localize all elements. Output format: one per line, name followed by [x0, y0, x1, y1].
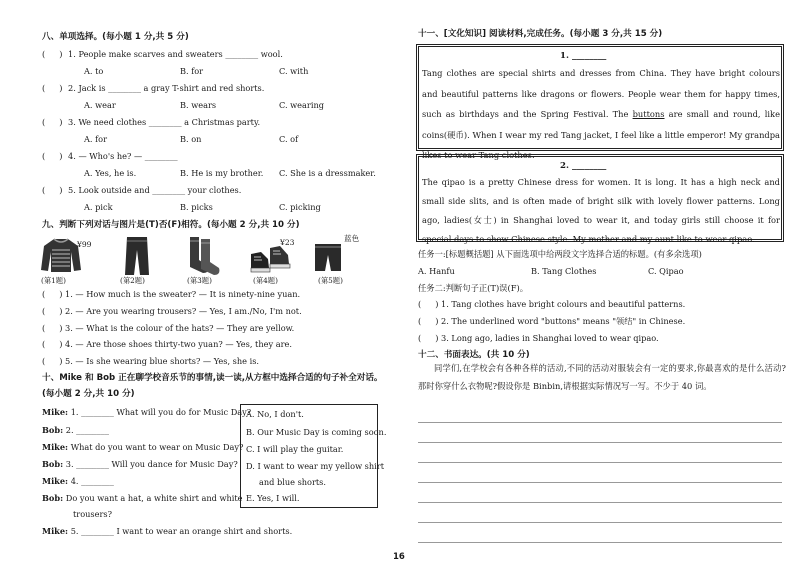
task1-option-a: A. Hanfu — [418, 266, 455, 276]
dialogue-line: trousers? — [73, 509, 112, 519]
section10-title: 十、Mike 和 Bob 正在聊学校音乐节的事情,读一读,从方框中选择合适的句子补全对话。 — [42, 373, 383, 383]
color-label: 蓝色 — [344, 234, 360, 243]
passage2-text: The qipao is a pretty Chinese dress for women. It is long. It has a high neck and small side slits, and is often made of bright silk with lovely flower patterns. Long ago, ladies(女士) in Shanghai loved to wear it, and today girls still choose it for special days to show Chinese style. My mother and my aunt like to wear qipao. — [422, 177, 780, 244]
picture-caption: (第2题) — [120, 276, 145, 285]
option-c: C. I will play the guitar. — [246, 444, 344, 454]
picture-caption: (第4题) — [253, 276, 278, 285]
price-label: ¥99 — [77, 240, 92, 249]
option-b: B. Our Music Day is coming soon. — [246, 427, 387, 437]
option-c: C. wearing — [279, 100, 324, 110]
option-d: D. I want to wear my yellow shirt — [246, 461, 384, 471]
trousers-icon — [124, 236, 150, 276]
task2-item: ( ) 1. Tang clothes have bright colours and beautiful patterns. — [418, 299, 686, 309]
question-row: ( ) 4. — Who's he? — ________ — [42, 151, 178, 161]
writing-line[interactable] — [418, 422, 782, 423]
dialogue-line: Mike: 1. ________ What will you do for Music Day? — [42, 407, 252, 417]
section8-title: 八、单项选择。(每小题 1 分,共 5 分) — [42, 32, 189, 42]
picture-caption: (第5题) — [318, 276, 343, 285]
writing-line[interactable] — [418, 442, 782, 443]
option-c: C. of — [279, 134, 299, 144]
writing-line[interactable] — [418, 482, 782, 483]
task2-item: ( ) 3. Long ago, ladies in Shanghai loved to wear qipao. — [418, 333, 659, 343]
section11-title: 十一、[文化知识] 阅读材料,完成任务。(每小题 3 分,共 15 分) — [418, 29, 663, 39]
dialogue-line: Bob: Do you want a hat, a white shirt and white — [42, 493, 243, 503]
sweater-icon — [40, 236, 82, 274]
picture-caption: (第3题) — [187, 276, 212, 285]
tf-question: ( ) 3. — What is the colour of the hats? — They are yellow. — [42, 323, 295, 333]
tf-question: ( ) 2. — Are you wearing trousers? — Yes, I am./No, I'm not. — [42, 306, 302, 316]
page-number: 16 — [393, 552, 405, 562]
tf-question: ( ) 5. — Is she wearing blue shorts? — Yes, she is. — [42, 356, 260, 366]
option-c: C. with — [279, 66, 309, 76]
socks-icon — [182, 236, 222, 276]
option-c: C. She is a dressmaker. — [279, 168, 376, 178]
option-a: A. No, I don't. — [246, 409, 304, 419]
writing-line[interactable] — [418, 502, 782, 503]
writing-line[interactable] — [418, 542, 782, 543]
shorts-icon — [314, 243, 342, 273]
option-c: C. picking — [279, 202, 321, 212]
option-e: E. Yes, I will. — [246, 493, 300, 503]
option-a: A. Yes, he is. — [84, 168, 137, 178]
task2-instruction: 任务二:判断句子正(T)误(F)。 — [418, 283, 529, 293]
option-b: B. on — [180, 134, 202, 144]
section9-title: 九、判断下列对话与图片是(T)否(F)相符。(每小题 2 分,共 10 分) — [42, 220, 300, 230]
passage1-text: Tang clothes are special shirts and dresses from China. They have bright colours and beautiful patterns like dragons or flowers. People wear them for happy times, such as birthdays and the Spring Festival. The buttons are small and round, like coins(硬币). When I wear my red Tang jacket, I feel like a little emperor! My grandpa likes to wear Tang clothes. — [422, 68, 780, 160]
question-row: ( ) 5. Look outside and ________ your clothes. — [42, 185, 242, 195]
writing-line[interactable] — [418, 522, 782, 523]
writing-line[interactable] — [418, 462, 782, 463]
option-a: A. wear — [84, 100, 116, 110]
question-row: ( ) 1. People make scarves and sweaters ________ wool. — [42, 49, 283, 59]
question-row: ( ) 3. We need clothes ________ a Christmas party. — [42, 117, 261, 127]
option-a: A. for — [84, 134, 107, 144]
option-b: B. for — [180, 66, 204, 76]
option-b: B. wears — [180, 100, 217, 110]
dialogue-line: Mike: What do you want to wear on Music Day? — [42, 442, 244, 452]
option-a: A. pick — [84, 202, 113, 212]
task1-option-c: C. Qipao — [648, 266, 684, 276]
price-label: ¥23 — [280, 238, 295, 247]
task1-option-b: B. Tang Clothes — [531, 266, 597, 276]
option-d-cont: and blue shorts. — [259, 477, 326, 487]
task2-item: ( ) 2. The underlined word "buttons" means "领结" in Chinese. — [418, 316, 686, 326]
tf-question: ( ) 4. — Are those shoes thirty-two yuan? — Yes, they are. — [42, 339, 292, 349]
section12-title: 十二、书面表达。(共 10 分) — [418, 350, 530, 360]
task1-instruction: 任务一:[标题概括题] 从下面选项中给两段文字选择合适的标题。(有多余选项) — [418, 249, 702, 259]
dialogue-line: Mike: 4. ________ — [42, 476, 114, 486]
option-b: B. He is my brother. — [180, 168, 264, 178]
section10-subtitle: (每小题 2 分,共 10 分) — [42, 389, 135, 399]
shoes-icon — [249, 244, 291, 274]
passage2-title: 2. ________ — [560, 161, 607, 171]
dialogue-line: Bob: 2. ________ — [42, 425, 109, 435]
option-a: A. to — [84, 66, 104, 76]
dialogue-line: Bob: 3. ________ Will you dance for Music Day? — [42, 459, 238, 469]
dialogue-line: Mike: 5. ________ I want to wear an orange shirt and shorts. — [42, 526, 293, 536]
option-b: B. picks — [180, 202, 213, 212]
passage1-title: 1. ________ — [560, 51, 607, 61]
picture-caption: (第1题) — [41, 276, 66, 285]
section12-prompt: 同学们,在学校会有各种各样的活动,不同的活动对服装会有一定的要求,你最喜欢的是什么活动?那时你穿什么衣物呢?假设你是 Binbin,请根据实际情况写一写。不少于 40 词。 — [418, 363, 786, 391]
question-row: ( ) 2. Jack is ________ a gray T-shirt and red shorts. — [42, 83, 265, 93]
tf-question: ( ) 1. — How much is the sweater? — It is ninety-nine yuan. — [42, 289, 301, 299]
